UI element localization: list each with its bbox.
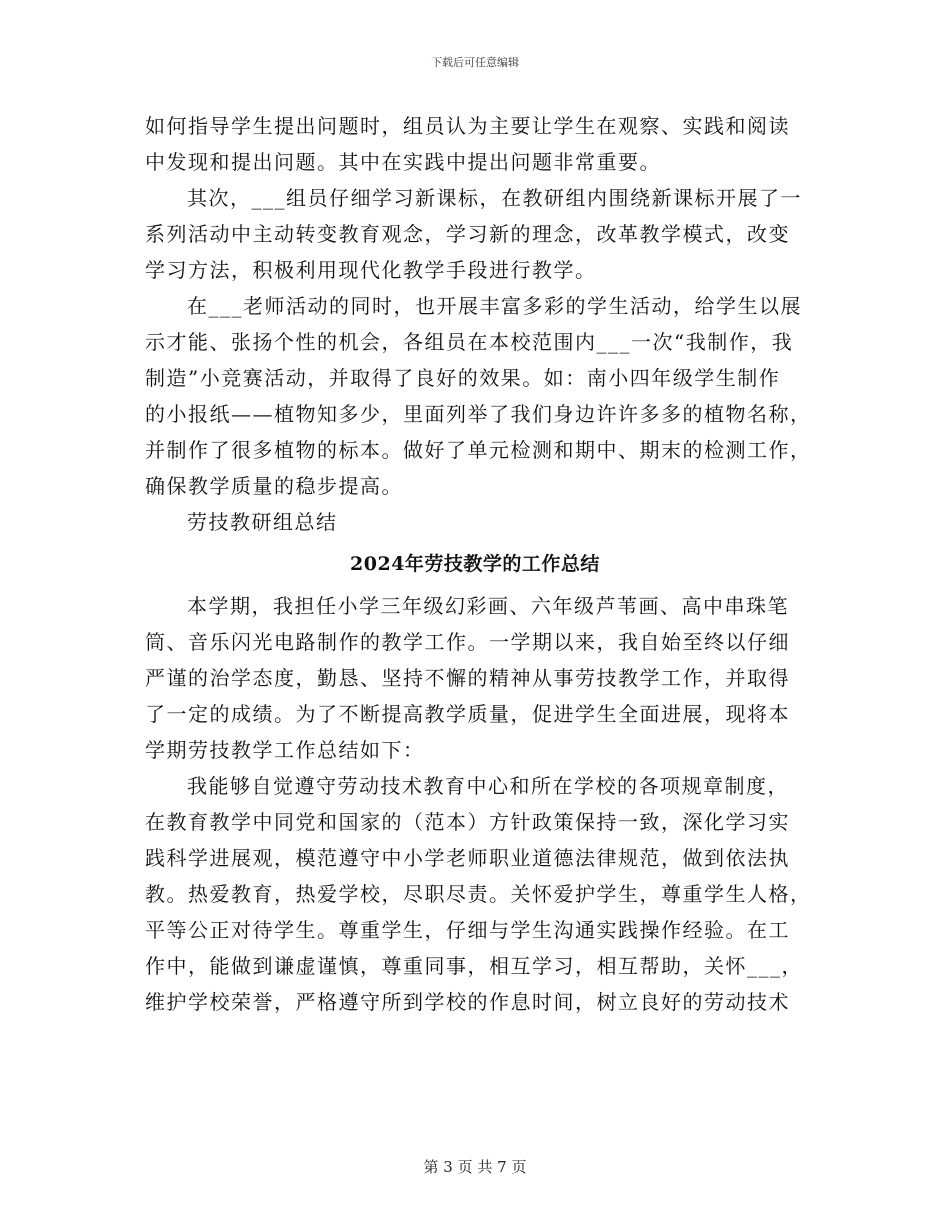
paragraph-line: 制造”小竞赛活动，并取得了良好的效果。如：南小四年级学生制作 (145, 366, 781, 390)
section-signoff: 劳技教研组总结 (187, 510, 338, 534)
paragraph-line: 中发现和提出问题。其中在实践中提出问题非常重要。 (145, 150, 661, 174)
paragraph-line: 示才能、张扬个性的机会，各组员在本校范围内___一次“我制作，我 (145, 330, 794, 354)
paragraph-line: 作中，能做到谦虚谨慎，尊重同事，相互学习，相互帮助，关怀___， (145, 954, 803, 978)
paragraph-line: 其次，___组员仔细学习新课标，在教研组内围绕新课标开展了一 (187, 186, 802, 210)
paragraph-line: 筒、音乐闪光电路制作的教学工作。一学期以来，我自始至终以仔细 (145, 630, 790, 654)
paragraph-line: 平等公正对待学生。尊重学生，仔细与学生沟通实践操作经验。在工 (145, 918, 790, 942)
paragraph-line: 严谨的治学态度，勤恳、坚持不懈的精神从事劳技教学工作，并取得 (145, 666, 790, 690)
paragraph-line: 在___老师活动的同时，也开展丰富多彩的学生活动，给学生以展 (187, 294, 802, 318)
paragraph-line: 了一定的成绩。为了不断提高教学质量，促进学生全面进展，现将本 (145, 702, 790, 726)
paragraph-line: 系列活动中主动转变教育观念，学习新的理念，改革教学模式，改变 (145, 222, 790, 246)
page-footer: 第 3 页 共 7 页 (423, 1158, 527, 1176)
paragraph-line: 践科学进展观，模范遵守中小学老师职业道德法律规范，做到依法执 (145, 846, 790, 870)
document-title: 2024年劳技教学的工作总结 (350, 553, 600, 575)
paragraph-line: 本学期，我担任小学三年级幻彩画、六年级芦苇画、高中串珠笔 (187, 594, 789, 618)
paragraph-line: 维护学校荣誉，严格遵守所到学校的作息时间，树立良好的劳动技术 (145, 990, 790, 1014)
paragraph-line: 如何指导学生提出问题时，组员认为主要让学生在观察、实践和阅读 (145, 114, 790, 138)
document-body (0, 108, 950, 1020)
page-header: 下载后可任意编辑 (431, 56, 519, 69)
paragraph-line: 学期劳技教学工作总结如下： (145, 738, 425, 762)
paragraph-line: 我能够自觉遵守劳动技术教育中心和所在学校的各项规章制度， (187, 774, 789, 798)
paragraph-line: 在教育教学中同党和国家的（范本）方针政策保持一致，深化学习实 (145, 810, 790, 834)
paragraph-line: 并制作了很多植物的标本。做好了单元检测和期中、期末的检测工作， (145, 438, 812, 462)
paragraph-line: 教。热爱教育，热爱学校，尽职尽责。关怀爱护学生，尊重学生人格， (145, 882, 812, 906)
paragraph-line: 确保教学质量的稳步提高。 (145, 474, 403, 498)
paragraph-line: 学习方法，积极利用现代化教学手段进行教学。 (145, 258, 597, 282)
paragraph-line: 的小报纸——植物知多少，里面列举了我们身边许许多多的植物名称， (145, 402, 812, 426)
